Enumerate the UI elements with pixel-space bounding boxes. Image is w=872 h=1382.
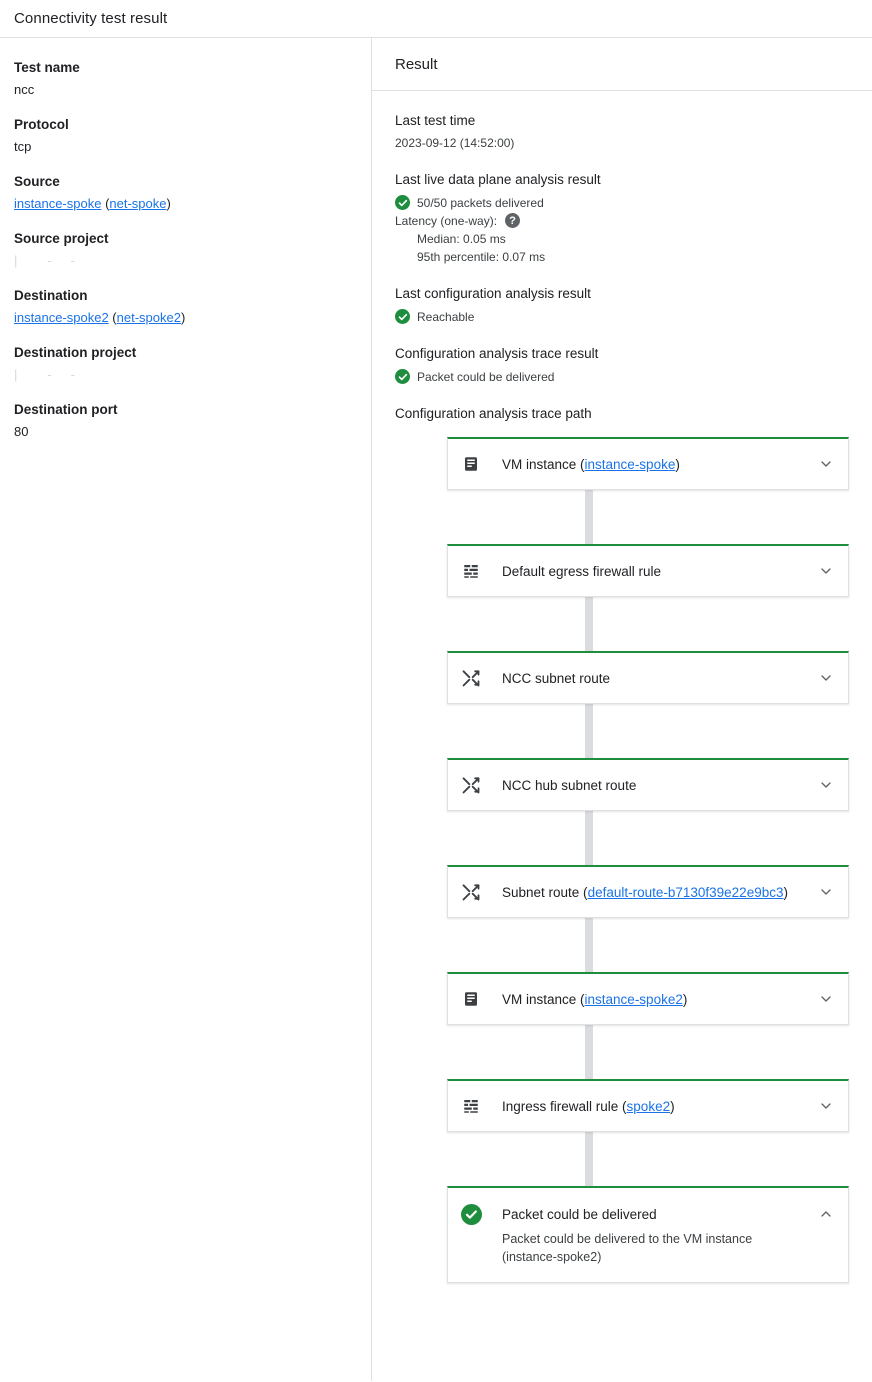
trace-step-label — [502, 564, 816, 579]
trace-step-header[interactable] — [448, 974, 848, 1024]
success-check-icon — [395, 195, 410, 210]
last-test-time-value: 2023-09-12 (14:52:00) — [395, 136, 515, 150]
field-test-name — [14, 60, 357, 97]
trace-connector — [585, 1132, 593, 1186]
label-prefix: Subnet route ( — [502, 884, 588, 900]
section-title: Configuration analysis trace result — [395, 346, 599, 361]
chevron-down-icon[interactable] — [816, 454, 836, 474]
field-value — [14, 196, 357, 211]
field-destination-project — [14, 345, 357, 382]
trace-result-status-label: Packet could be delivered — [417, 369, 555, 384]
route-icon — [460, 775, 482, 795]
destination-network-link[interactable]: net-spoke2 — [116, 310, 181, 325]
vm-instance-icon — [460, 455, 482, 473]
trace-step-detail: Packet could be delivered to the VM instance (instance-spoke2) — [502, 1232, 753, 1265]
config-analysis-status-label: Reachable — [417, 309, 475, 324]
success-check-icon — [460, 1204, 482, 1225]
paren-open: ( — [101, 196, 110, 211]
field-label: Source — [14, 174, 60, 189]
section-title: Last test time — [395, 113, 476, 128]
latency-p95: 95th percentile: 0.07 ms — [417, 250, 546, 264]
label-prefix: NCC subnet route — [502, 670, 611, 686]
content-split — [0, 38, 872, 1381]
trace-step-card-vm-instance-source[interactable] — [447, 437, 849, 490]
label-suffix: ) — [682, 991, 688, 1007]
page-title: Connectivity test result — [14, 10, 168, 27]
trace-step-label — [502, 671, 816, 686]
chevron-down-icon[interactable] — [816, 882, 836, 902]
trace-result-status-row — [395, 369, 849, 384]
window-titlebar — [0, 0, 872, 38]
packets-delivered-label: 50/50 packets delivered — [417, 195, 544, 210]
chevron-down-icon[interactable] — [816, 989, 836, 1009]
field-label: Destination — [14, 288, 88, 303]
success-check-icon — [395, 309, 410, 324]
chevron-down-icon[interactable] — [816, 561, 836, 581]
destination-instance-link[interactable]: instance-spoke2 — [14, 310, 109, 325]
source-network-link[interactable]: net-spoke — [109, 196, 167, 211]
help-icon[interactable]: ? — [505, 213, 520, 228]
trace-step-card-vm-instance-destination[interactable] — [447, 972, 849, 1025]
route-icon — [460, 882, 482, 902]
success-check-glyph — [461, 1204, 482, 1225]
trace-step — [447, 865, 849, 918]
trace-step-label — [502, 457, 816, 472]
route-icon — [460, 668, 482, 688]
trace-connector — [585, 597, 593, 651]
field-label: Protocol — [14, 117, 69, 132]
section-live-data-plane — [395, 172, 849, 264]
trace-connector — [585, 811, 593, 865]
config-analysis-status-row — [395, 309, 849, 324]
field-value: 80 — [14, 424, 29, 439]
label-suffix: ) — [670, 1098, 675, 1114]
label-suffix: ) — [783, 884, 788, 900]
field-value — [14, 310, 357, 325]
trace-step-link[interactable]: spoke2 — [626, 1098, 671, 1114]
trace-connector — [585, 1025, 593, 1079]
field-source — [14, 174, 357, 211]
trace-step-header[interactable] — [448, 439, 848, 489]
section-last-test-time — [395, 113, 849, 150]
trace-step-label — [502, 778, 816, 793]
trace-step — [447, 437, 849, 490]
trace-step-label — [502, 885, 816, 900]
trace-step-header[interactable] — [448, 1188, 848, 1234]
label-prefix: NCC hub subnet route — [502, 777, 637, 793]
success-check-icon — [395, 369, 410, 384]
field-label: Destination port — [14, 402, 118, 417]
paren-close: ) — [166, 196, 171, 211]
section-config-analysis — [395, 286, 849, 324]
vm-instance-icon — [460, 990, 482, 1008]
trace-step-header[interactable] — [448, 653, 848, 703]
result-body — [372, 91, 872, 1283]
field-protocol — [14, 117, 357, 154]
section-title: Last configuration analysis result — [395, 286, 591, 301]
result-header: Result — [372, 38, 872, 91]
trace-step — [447, 544, 849, 597]
latency-row — [395, 213, 849, 228]
label-prefix: Default egress firewall rule — [502, 563, 662, 579]
trace-step — [447, 972, 849, 1025]
trace-step-card-default-egress-firewall-rule[interactable] — [447, 544, 849, 597]
field-destination-port — [14, 402, 357, 439]
label-prefix: VM instance ( — [502, 991, 585, 1007]
section-trace-path — [395, 406, 849, 1283]
field-label: Source project — [14, 231, 109, 246]
field-label: Destination project — [14, 345, 137, 360]
trace-step-header[interactable] — [448, 1081, 848, 1131]
field-label: Test name — [14, 60, 80, 75]
field-value: tcp — [14, 139, 32, 154]
firewall-rule-icon — [460, 562, 482, 580]
trace-step-link[interactable]: instance-spoke — [584, 456, 676, 472]
label-prefix: Packet could be delivered — [502, 1206, 657, 1222]
trace-step — [447, 758, 849, 811]
trace-step-card-packet-delivered[interactable] — [447, 1186, 849, 1283]
label-suffix: ) — [675, 456, 680, 472]
label-prefix: Ingress firewall rule ( — [502, 1098, 627, 1114]
chevron-up-icon[interactable] — [816, 1204, 836, 1224]
trace-step-header[interactable] — [448, 546, 848, 596]
trace-connector — [585, 918, 593, 972]
latency-label: Latency (one-way): — [395, 213, 498, 228]
firewall-rule-icon — [460, 1097, 482, 1115]
paren-open: ( — [108, 310, 117, 325]
chevron-down-icon[interactable] — [816, 668, 836, 688]
field-value: ncc — [14, 82, 35, 97]
trace-step-label — [502, 1099, 816, 1114]
packets-delivered-row — [395, 195, 849, 210]
trace-step-card-ncc-subnet-route[interactable] — [447, 651, 849, 704]
section-trace-result — [395, 346, 849, 384]
trace-step-link[interactable]: default-route-b7130f39e22e9bc3 — [587, 884, 784, 900]
source-project-value-redacted: | - - — [14, 253, 77, 268]
trace-path-diagram — [395, 437, 849, 1283]
latency-median: Median: 0.05 ms — [417, 232, 506, 246]
field-destination — [14, 288, 357, 325]
destination-project-value-redacted: | - - — [14, 367, 77, 382]
section-title: Last live data plane analysis result — [395, 172, 601, 187]
trace-step-card-ncc-hub-subnet-route[interactable] — [447, 758, 849, 811]
trace-step — [447, 1079, 849, 1132]
trace-connector — [585, 490, 593, 544]
trace-step-label — [502, 1207, 816, 1222]
paren-close: ) — [180, 310, 186, 325]
trace-step-link[interactable]: instance-spoke2 — [584, 991, 683, 1007]
trace-step — [447, 651, 849, 704]
trace-step-header[interactable] — [448, 760, 848, 810]
source-instance-link[interactable]: instance-spoke — [14, 196, 102, 211]
trace-step-card-subnet-route[interactable] — [447, 865, 849, 918]
chevron-down-icon[interactable] — [816, 1096, 836, 1116]
field-source-project — [14, 231, 357, 268]
test-details-pane — [0, 38, 372, 1381]
chevron-down-icon[interactable] — [816, 775, 836, 795]
section-title: Configuration analysis trace path — [395, 406, 592, 421]
trace-connector — [585, 704, 593, 758]
trace-step — [447, 1186, 849, 1283]
trace-step-label — [502, 992, 816, 1007]
label-prefix: VM instance ( — [502, 456, 585, 472]
result-pane — [372, 38, 872, 1381]
trace-step-card-ingress-firewall-rule[interactable] — [447, 1079, 849, 1132]
trace-step-header[interactable] — [448, 867, 848, 917]
